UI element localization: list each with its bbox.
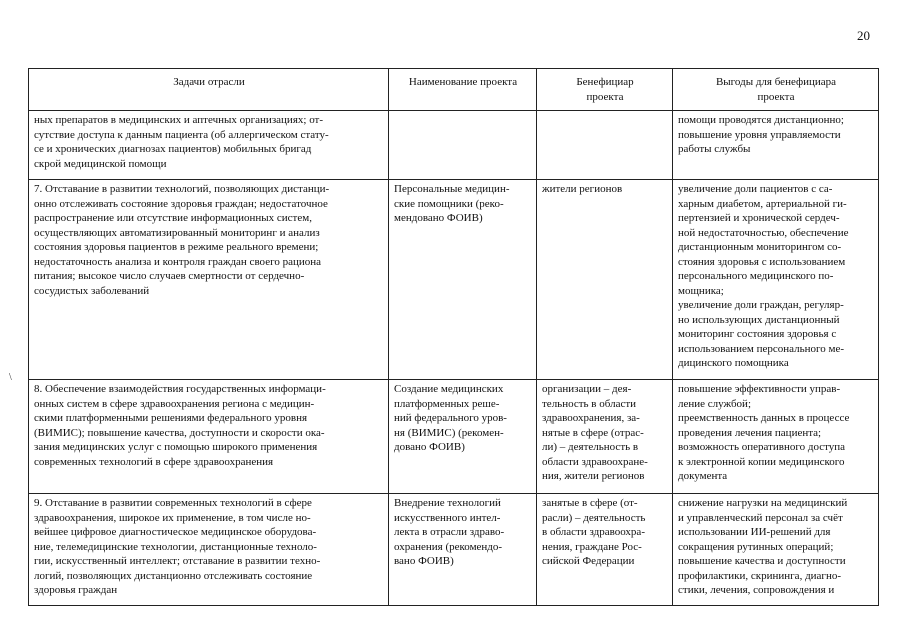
project-cell <box>389 111 537 180</box>
benefits-cell: повышение эффективности управ- ление службой; преемственность данных в процессе проведения лечения пациента; возможность оперативного доступа к электронной копии медицинского документа <box>673 380 879 494</box>
project-cell: Создание медицинских платформенных реше- ний федерального уров- ня (ВИМИС) (рекомен- довано ФОИВ) <box>389 380 537 494</box>
header-project-name: Наименование проекта <box>389 69 537 111</box>
project-cell: Внедрение технологий искусственного интел- лекта в отрасли здраво- охранения (рекомендо- вано ФОИВ) <box>389 494 537 606</box>
task-cell: 8. Обеспечение взаимодействия государственных информаци- онных систем в сфере здравоохранения региона с медицин- скими платформенными решениями федерального уровня (ВИМИС); повышение качества, доступности и скорости ока- зания медицинских услуг с помощью широкого применения современных технологий в сфере здравоохранения <box>29 380 389 494</box>
table-row <box>29 111 879 180</box>
table-row <box>29 180 879 380</box>
page-number: 20 <box>857 28 870 43</box>
table-row <box>29 494 879 606</box>
task-cell: 9. Отставание в развитии современных технологий в сфере здравоохранения, широкое их применение, в том числе но- вейшее цифровое диагностическое медицинское оборудова- ние, телемедицинские технологии, дистанционные техноло- гии, искусственный интеллект; отставание в развитии техно- логий, позволяющих дистанционно отслеживать состояние здоровья граждан <box>29 494 389 606</box>
beneficiary-cell <box>537 111 673 180</box>
beneficiary-cell: жители регионов <box>537 180 673 380</box>
header-beneficiary: Бенефициар проекта <box>537 69 673 111</box>
table-header-row <box>29 69 879 111</box>
benefits-cell: помощи проводятся дистанционно; повышение уровня управляемости работы службы <box>673 111 879 180</box>
project-cell: Персональные медицин- ские помощники (реко- мендовано ФОИВ) <box>389 180 537 380</box>
scan-artifact-mark: \ <box>9 372 12 383</box>
projects-table <box>28 68 879 606</box>
table-row <box>29 380 879 494</box>
beneficiary-cell: организации – дея- тельность в области здравоохранения, за- нятые в сфере (отрас- ли) – деятельность в области здравоохране- ния, жители регионов <box>537 380 673 494</box>
header-tasks: Задачи отрасли <box>29 69 389 111</box>
header-benefits: Выгоды для бенефициара проекта <box>673 69 879 111</box>
beneficiary-cell: занятые в сфере (от- расли) – деятельность в области здравоохра- нения, граждане Рос- сийской Федерации <box>537 494 673 606</box>
benefits-cell: увеличение доли пациентов с са- харным диабетом, артериальной ги- пертензией и хронической сердеч- ной недостаточностью, обеспечение дистанционным мониторингом со- стояния здоровья с использованием персонального медицинского по- мощника; увеличение доли граждан, регуляр- но использующих дистанционный мониторинг состояния здоровья с использованием персонального ме- дицинского помощника <box>673 180 879 380</box>
benefits-cell: снижение нагрузки на медицинский и управленческий персонал за счёт использовании ИИ-решений для сокращения рутинных операций; повышение качества и доступности профилактики, скрининга, диагно- стики, лечения, сопровождения и <box>673 494 879 606</box>
task-cell: 7. Отставание в развитии технологий, позволяющих дистанци- онно отслеживать состояние здоровья граждан; недостаточное распространение или отсутствие информационных систем, осуществляющих автоматизированный мониторинг и анализ состояния здоровья пациентов в режиме реального времени; недостаточность анализа и контроля граждан своего рациона питания; высокое число случаев смертности от сердечно- сосудистых заболеваний <box>29 180 389 380</box>
task-cell: ных препаратов в медицинских и аптечных организациях; от- сутствие доступа к данным пациента (об аллергическом стату- се и хронических диагнозах пациентов) мобильных бригад скрой медицинской помощи <box>29 111 389 180</box>
